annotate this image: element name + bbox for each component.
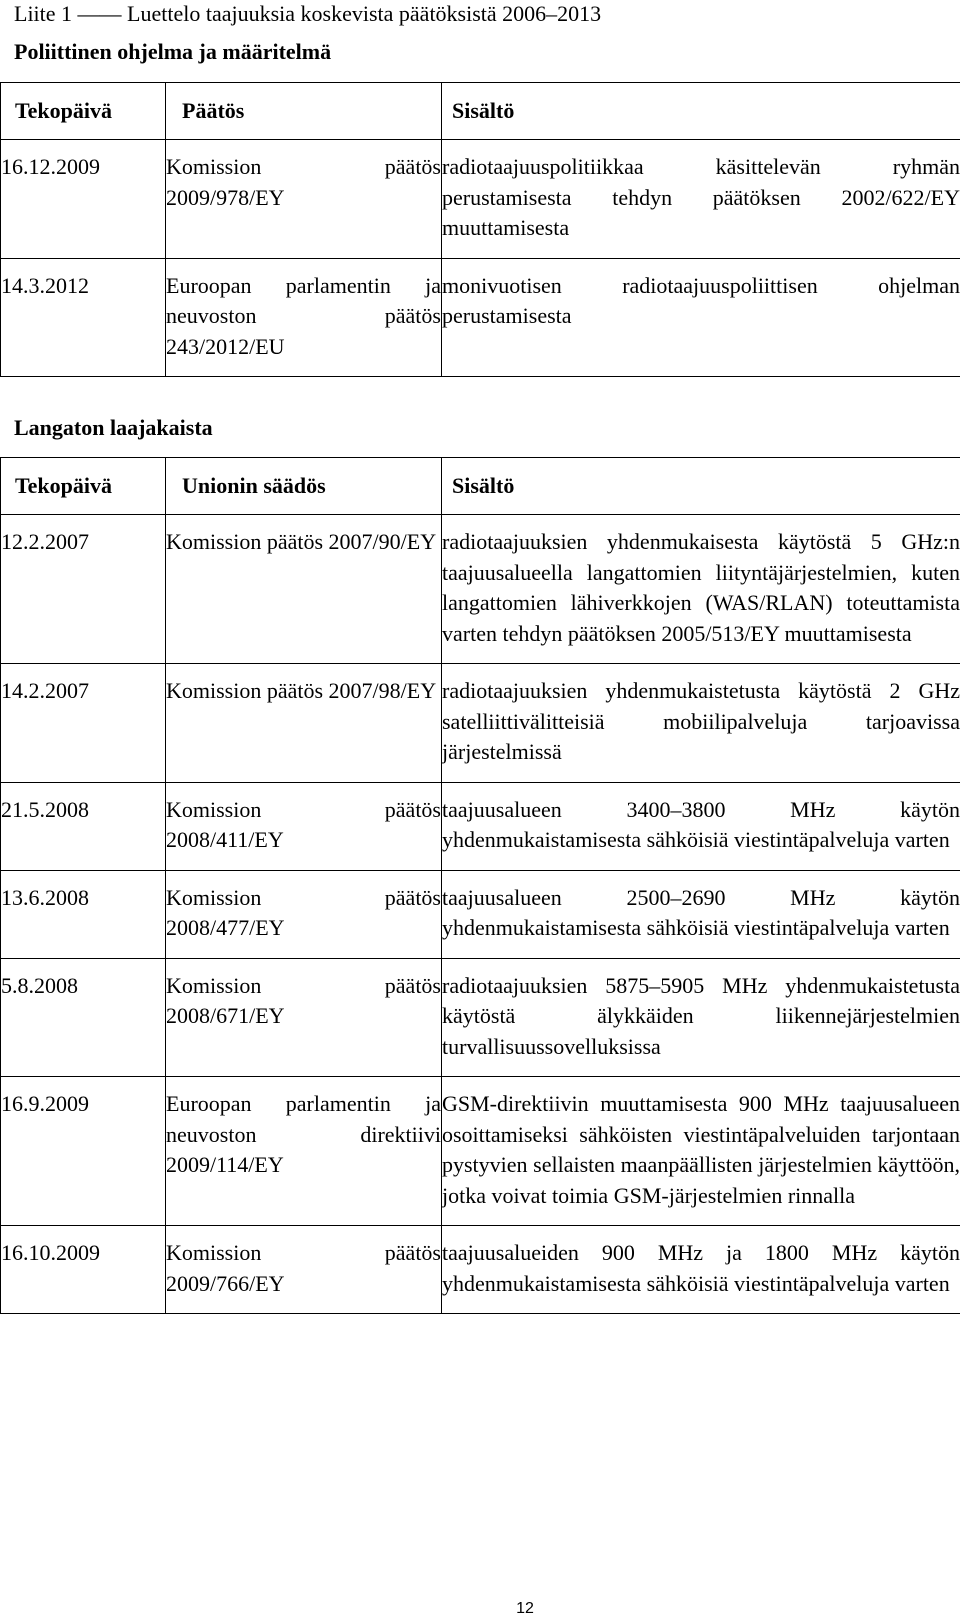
cell-date: 14.3.2012: [1, 258, 166, 377]
table-row: [1, 782, 960, 870]
cell-date: 16.12.2009: [1, 140, 166, 259]
cell-content: monivuotisen radiotaajuuspoliittisen ohjelman perustamisesta: [442, 258, 960, 377]
page-number: 12: [516, 1600, 534, 1617]
table-row: [1, 870, 960, 958]
cell-act: Komission päätös 2007/98/EY: [166, 664, 442, 783]
policy-decisions-table: [0, 82, 960, 377]
table-row: [1, 515, 960, 664]
cell-date: 16.9.2009: [1, 1077, 166, 1226]
cell-act: Komission päätös 2008/477/EY: [166, 870, 442, 958]
cell-date: 13.6.2008: [1, 870, 166, 958]
page-caption: Liite 1 —— Luettelo taajuuksia koskevista päätöksistä 2006–2013: [14, 1, 602, 26]
column-header-content: Sisältö: [442, 458, 960, 515]
cell-act: Komission päätös 2007/90/EY: [166, 515, 442, 664]
cell-content: radiotaajuuksien yhdenmukaisesta käytöstä 5 GHz:n taajuusalueella langattomien liityntäjärjestelmien, kuten langattomien lähiverkkojen (WAS/RLAN) toteuttamista varten tehdyn päätöksen 2005/513/EY muuttamisesta: [442, 515, 960, 664]
section-title-wireless-broadband: Langaton laajakaista: [14, 415, 213, 440]
cell-date: 16.10.2009: [1, 1226, 166, 1314]
column-header-content: Sisältö: [442, 83, 960, 140]
cell-content: GSM-direktiivin muuttamisesta 900 MHz taajuusalueen osoittamiseksi sähköisten viestintäpalveluiden tarjontaan pystyvien sellaisten maanpäällisten järjestelmien käyttöön, jotka voivat toimia GSM-järjestelmien rinnalla: [442, 1077, 960, 1226]
cell-act: Komission päätös 2009/978/EY: [166, 140, 442, 259]
table-row: [1, 140, 960, 259]
column-header-date: Tekopäivä: [1, 458, 166, 515]
cell-content: taajuusalueen 3400–3800 MHz käytön yhdenmukaistamisesta sähköisiä viestintäpalveluja varten: [442, 782, 960, 870]
column-header-act: Unionin säädös: [166, 458, 442, 515]
cell-content: taajuusalueen 2500–2690 MHz käytön yhdenmukaistamisesta sähköisiä viestintäpalveluja varten: [442, 870, 960, 958]
table-row: [1, 664, 960, 783]
cell-content: radiotaajuuksien 5875–5905 MHz yhdenmukaistetusta käytöstä älykkäiden liikennejärjestelmien turvallisuussovelluksissa: [442, 958, 960, 1077]
table-row: [1, 1077, 960, 1226]
cell-date: 12.2.2007: [1, 515, 166, 664]
wireless-broadband-table: [0, 457, 960, 1314]
cell-date: 14.2.2007: [1, 664, 166, 783]
cell-content: radiotaajuuspolitiikkaa käsittelevän ryhmän perustamisesta tehdyn päätöksen 2002/622/EY muuttamisesta: [442, 140, 960, 259]
cell-act: Komission päätös 2008/411/EY: [166, 782, 442, 870]
table-row: [1, 258, 960, 377]
table-header-row: [1, 458, 960, 515]
cell-act: Komission päätös 2009/766/EY: [166, 1226, 442, 1314]
cell-act: Komission päätös 2008/671/EY: [166, 958, 442, 1077]
column-header-decision: Päätös: [166, 83, 442, 140]
column-header-date: Tekopäivä: [1, 83, 166, 140]
cell-content: radiotaajuuksien yhdenmukaistetusta käytöstä 2 GHz satelliittivälitteisiä mobiilipalveluja tarjoavissa järjestelmissä: [442, 664, 960, 783]
cell-date: 21.5.2008: [1, 782, 166, 870]
cell-act: Euroopan parlamentin ja neuvoston päätös 243/2012/EU: [166, 258, 442, 377]
cell-act: Euroopan parlamentin ja neuvoston direktiivi 2009/114/EY: [166, 1077, 442, 1226]
table-row: [1, 1226, 960, 1314]
cell-content: taajuusalueiden 900 MHz ja 1800 MHz käytön yhdenmukaistamisesta sähköisiä viestintäpalveluja varten: [442, 1226, 960, 1314]
table-header-row: [1, 83, 960, 140]
cell-date: 5.8.2008: [1, 958, 166, 1077]
table-row: [1, 958, 960, 1077]
section-title-policy: Poliittinen ohjelma ja määritelmä: [14, 39, 332, 64]
